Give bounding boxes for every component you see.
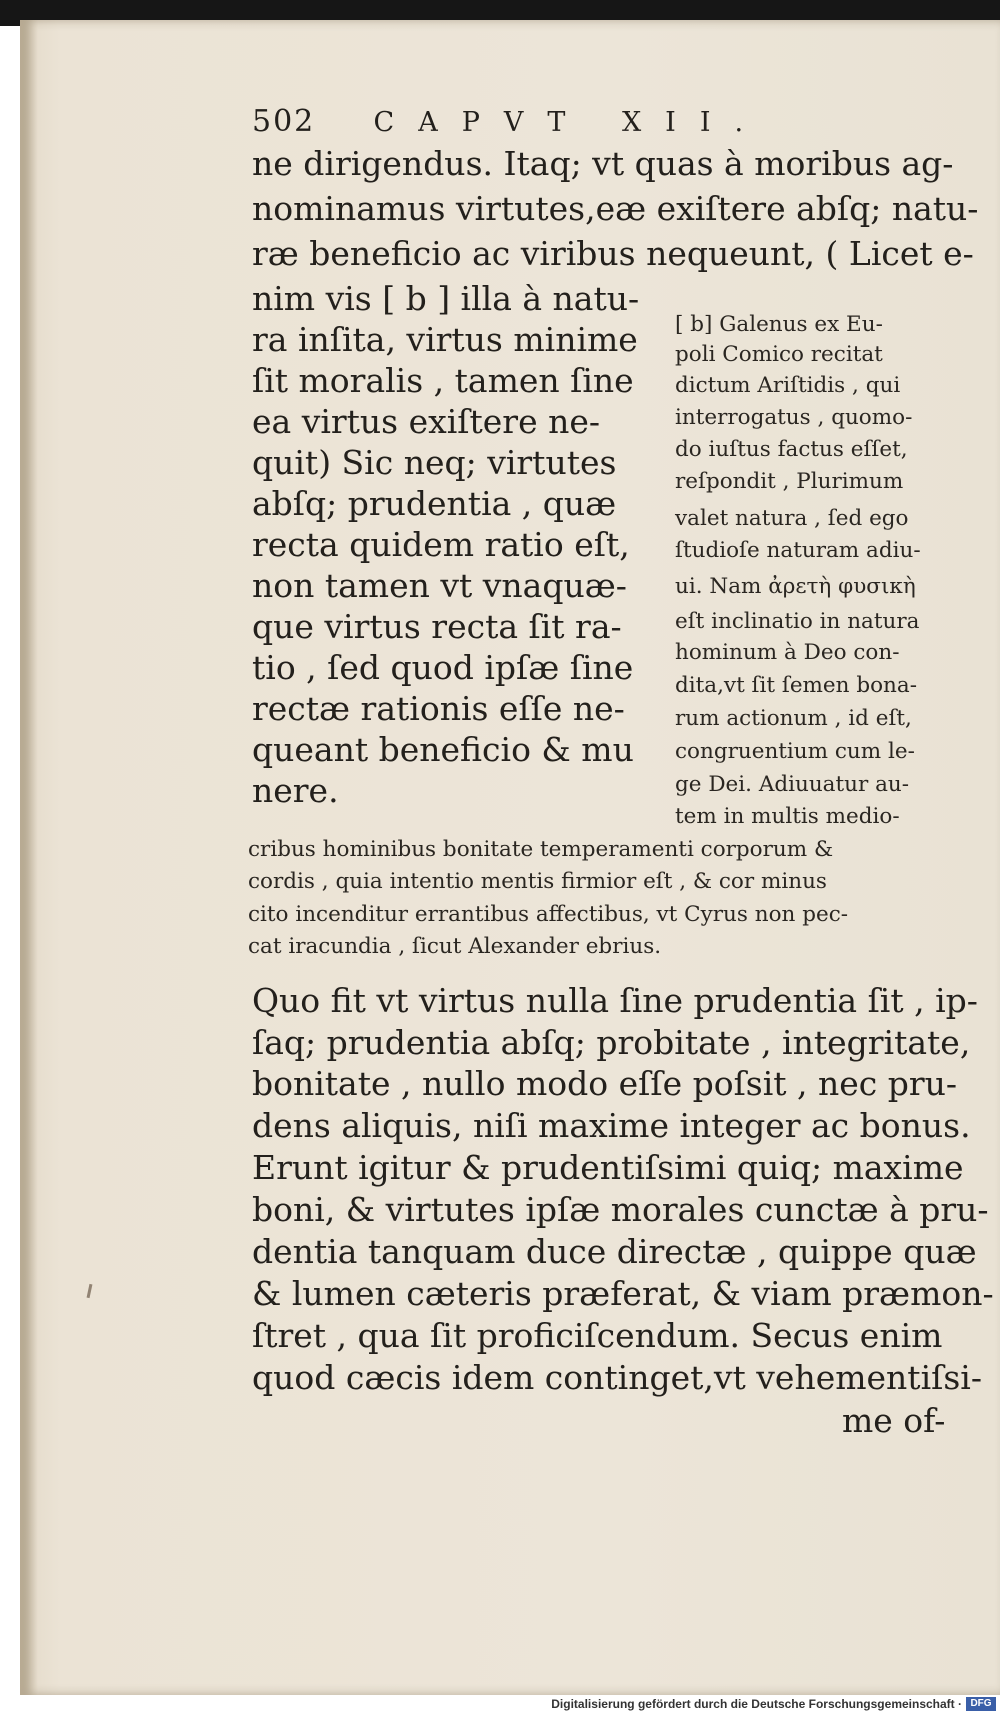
main-text-line: ra inſita, virtus minime — [252, 320, 638, 359]
marginal-note-line: interrogatus , quomo- — [675, 405, 913, 430]
main-text-line: abſq; prudentia , quæ — [252, 484, 617, 523]
main-text-line: non tamen vt vnaquæ- — [252, 566, 627, 605]
note-continuation-line: cribus hominibus bonitate temperamenti corporum & — [248, 837, 834, 862]
main-text-line: ne dirigendus. Itaq; vt quas à moribus ag- — [252, 144, 954, 183]
main-text-line: rectæ rationis eſſe ne- — [252, 689, 625, 728]
main-text-line: quod cæcis idem continget,vt vehementiſsi- — [252, 1358, 982, 1397]
main-text-line: bonitate , nullo modo eſſe poſsit , nec pru- — [252, 1064, 958, 1103]
marginal-note-line: [ b] Galenus ex Eu- — [675, 312, 883, 337]
marginal-note-line: ge Dei. Adiuuatur au- — [675, 772, 910, 797]
marginal-note-line: congruentium cum le- — [675, 739, 915, 764]
main-text-line: ea virtus exiſtere ne- — [252, 402, 601, 441]
marginal-note-line: tem in multis medio- — [675, 804, 900, 829]
marginal-note-line: dita,vt ſit ſemen bona- — [675, 673, 917, 698]
chapter-title: CAPVT XII. — [373, 107, 768, 138]
main-text-line: dens aliquis, niſi maxime integer ac bonus. — [252, 1106, 971, 1145]
marginal-note-line: reſpondit , Plurimum — [675, 469, 904, 494]
main-text-line: recta quidem ratio eſt, — [252, 525, 630, 564]
marginal-note-line: dictum Ariſtidis , qui — [675, 373, 901, 398]
main-text-line: nere. — [252, 771, 339, 810]
note-continuation-line: cordis , quia intentio mentis firmior eſt , & cor minus — [248, 869, 827, 894]
main-text-line: quit) Sic neq; virtutes — [252, 443, 617, 482]
main-text-line: ſtret , qua ſit proficiſcendum. Secus enim — [252, 1316, 943, 1355]
digitization-credit: Digitalisierung gefördert durch die Deutsche Forschungsgemeinschaft · — [551, 1697, 962, 1711]
marginal-note-line: valet natura , ſed ego — [675, 506, 909, 531]
main-text-line: ſit moralis , tamen ſine — [252, 361, 634, 400]
marginal-note-line: hominum à Deo con- — [675, 640, 900, 665]
running-head — [252, 104, 852, 139]
page-number: 502 — [252, 104, 316, 139]
marginal-note-line: ſtudioſe naturam adiu- — [675, 538, 921, 563]
marginal-note-line: poli Comico recitat — [675, 342, 883, 367]
marginal-note-line: ui. Nam ἀρετὴ φυσικὴ — [675, 574, 916, 599]
marginal-note-line: do iuſtus factus eſſet, — [675, 437, 908, 462]
main-text-line: & lumen cæteris præferat, & viam præmon- — [252, 1274, 994, 1313]
main-text-line: queant beneficio & mu — [252, 730, 634, 769]
main-text-line: ſaq; prudentia abſq; probitate , integritate, — [252, 1023, 971, 1062]
main-text-line: Quo fit vt virtus nulla ſine prudentia ſit , ip- — [252, 981, 978, 1020]
marginal-note-line: rum actionum , id eſt, — [675, 706, 912, 731]
catchword: me of- — [842, 1401, 946, 1440]
note-continuation-line: cito incenditur errantibus affectibus, vt Cyrus non pec- — [248, 902, 849, 927]
main-text-line: nim vis [ b ] illa à natu- — [252, 279, 640, 318]
marginal-note-line: eſt inclinatio in natura — [675, 609, 920, 634]
main-text-line: nominamus virtutes,eæ exiſtere abſq; natu- — [252, 189, 979, 228]
main-text-line: dentia tanquam duce directæ , quippe quæ — [252, 1232, 977, 1271]
main-text-line: boni, & virtutes ipſæ morales cunctæ à pru- — [252, 1190, 989, 1229]
main-text-line: que virtus recta ſit ra- — [252, 607, 622, 646]
note-continuation-line: cat iracundia , ſicut Alexander ebrius. — [248, 934, 662, 959]
main-text-line: ræ beneficio ac viribus nequeunt, ( Licet e- — [252, 234, 974, 273]
page-gutter-shadow — [20, 20, 38, 1695]
dfg-logo-icon: DFG — [966, 1697, 996, 1711]
main-text-line: Erunt igitur & prudentiſsimi quiq; maxime — [252, 1148, 964, 1187]
main-text-line: tio , ſed quod ipſæ ſine — [252, 648, 634, 687]
